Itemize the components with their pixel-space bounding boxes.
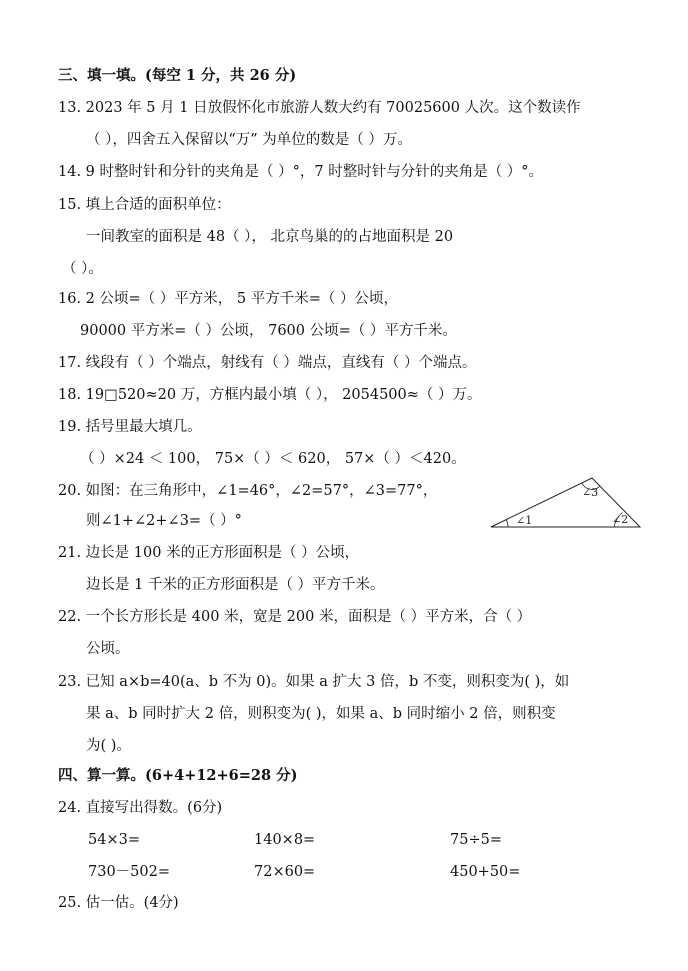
section-3-title: 三、填一填。(每空 1 分，共 26 分) [58, 67, 297, 84]
triangle-figure [488, 472, 644, 532]
q13-line1: 13. 2023 年 5 月 1 日放假怀化市旅游人数大约有 70025600 人次。这个数读作 [58, 100, 581, 116]
angle-3-label: ∠3 [582, 486, 599, 499]
q23-line2: 果 a、b 同时扩大 2 倍，则积变为( )，如果 a、b 同时缩小 2 倍，则积变 [86, 706, 556, 722]
q23-line1: 23. 已知 a×b=40(a、b 不为 0)。如果 a 扩大 3 倍，b 不变，则积变为( )，如 [58, 674, 570, 690]
q24-r1-c2: 140×8= [254, 832, 316, 848]
q23-line3: 为( )。 [86, 738, 131, 754]
q20-line1: 20. 如图：在三角形中，∠1=46°，∠2=57°，∠3=77°， [58, 483, 438, 499]
q24-r2-c2: 72×60= [254, 864, 316, 880]
q19-line2: （ ）×24 ＜ 100， 75×（ ）＜ 620， 57×（ ）＜420。 [80, 451, 466, 467]
q24-title: 24. 直接写出得数。(6分) [58, 800, 223, 816]
q15-line3: （ ）。 [62, 261, 103, 277]
q24-r2-c3: 450+50= [450, 864, 521, 880]
q24-r2-c1: 730－502= [88, 864, 171, 880]
q14-line1: 14. 9 时整时针和分针的夹角是（ ）°，7 时整时针与分针的夹角是（ ）°。 [58, 164, 544, 180]
angle-1-arc [506, 520, 508, 527]
section-4-title: 四、算一算。(6+4+12+6=28 分) [58, 767, 298, 784]
q22-line2: 公顷。 [86, 641, 130, 657]
q16-line2: 90000 平方米=（ ）公顷， 7600 公顷=（ ）平方千米。 [80, 323, 457, 339]
angle-1-label: ∠1 [516, 514, 533, 527]
q18-line1: 18. 19□520≈20 万，方框内最小填（ ）， 2054500≈（ ）万。 [58, 387, 482, 403]
q24-r1-c1: 54×3= [88, 832, 140, 848]
angle-2-label: ∠2 [612, 513, 629, 526]
q15-line1: 15. 填上合适的面积单位： [58, 197, 231, 213]
q22-line1: 22. 一个长方形长是 400 米，宽是 200 米，面积是（ ）平方米，合（ ） [58, 609, 532, 625]
q15-line2: 一间教室的面积是 48（ ）， 北京鸟巢的的占地面积是 20 [86, 229, 454, 245]
q17-line1: 17. 线段有（ ）个端点，射线有（ ）端点，直线有（ ）个端点。 [58, 355, 477, 371]
q19-line1: 19. 括号里最大填几。 [58, 419, 202, 435]
q24-r1-c3: 75÷5= [450, 832, 502, 848]
q20-line2: 则∠1+∠2+∠3=（ ）° [86, 513, 242, 529]
q16-line1: 16. 2 公顷=（ ）平方米， 5 平方千米=（ ）公顷， [58, 291, 398, 307]
q25-title: 25. 估一估。(4分) [58, 895, 179, 911]
q21-line1: 21. 边长是 100 米的正方形面积是（ ）公顷， [58, 545, 360, 561]
q13-line2: （ ），四舍五入保留以“万” 为单位的数是（ ）万。 [86, 132, 412, 148]
q21-line2: 边长是 1 千米的正方形面积是（ ）平方千米。 [86, 577, 385, 593]
